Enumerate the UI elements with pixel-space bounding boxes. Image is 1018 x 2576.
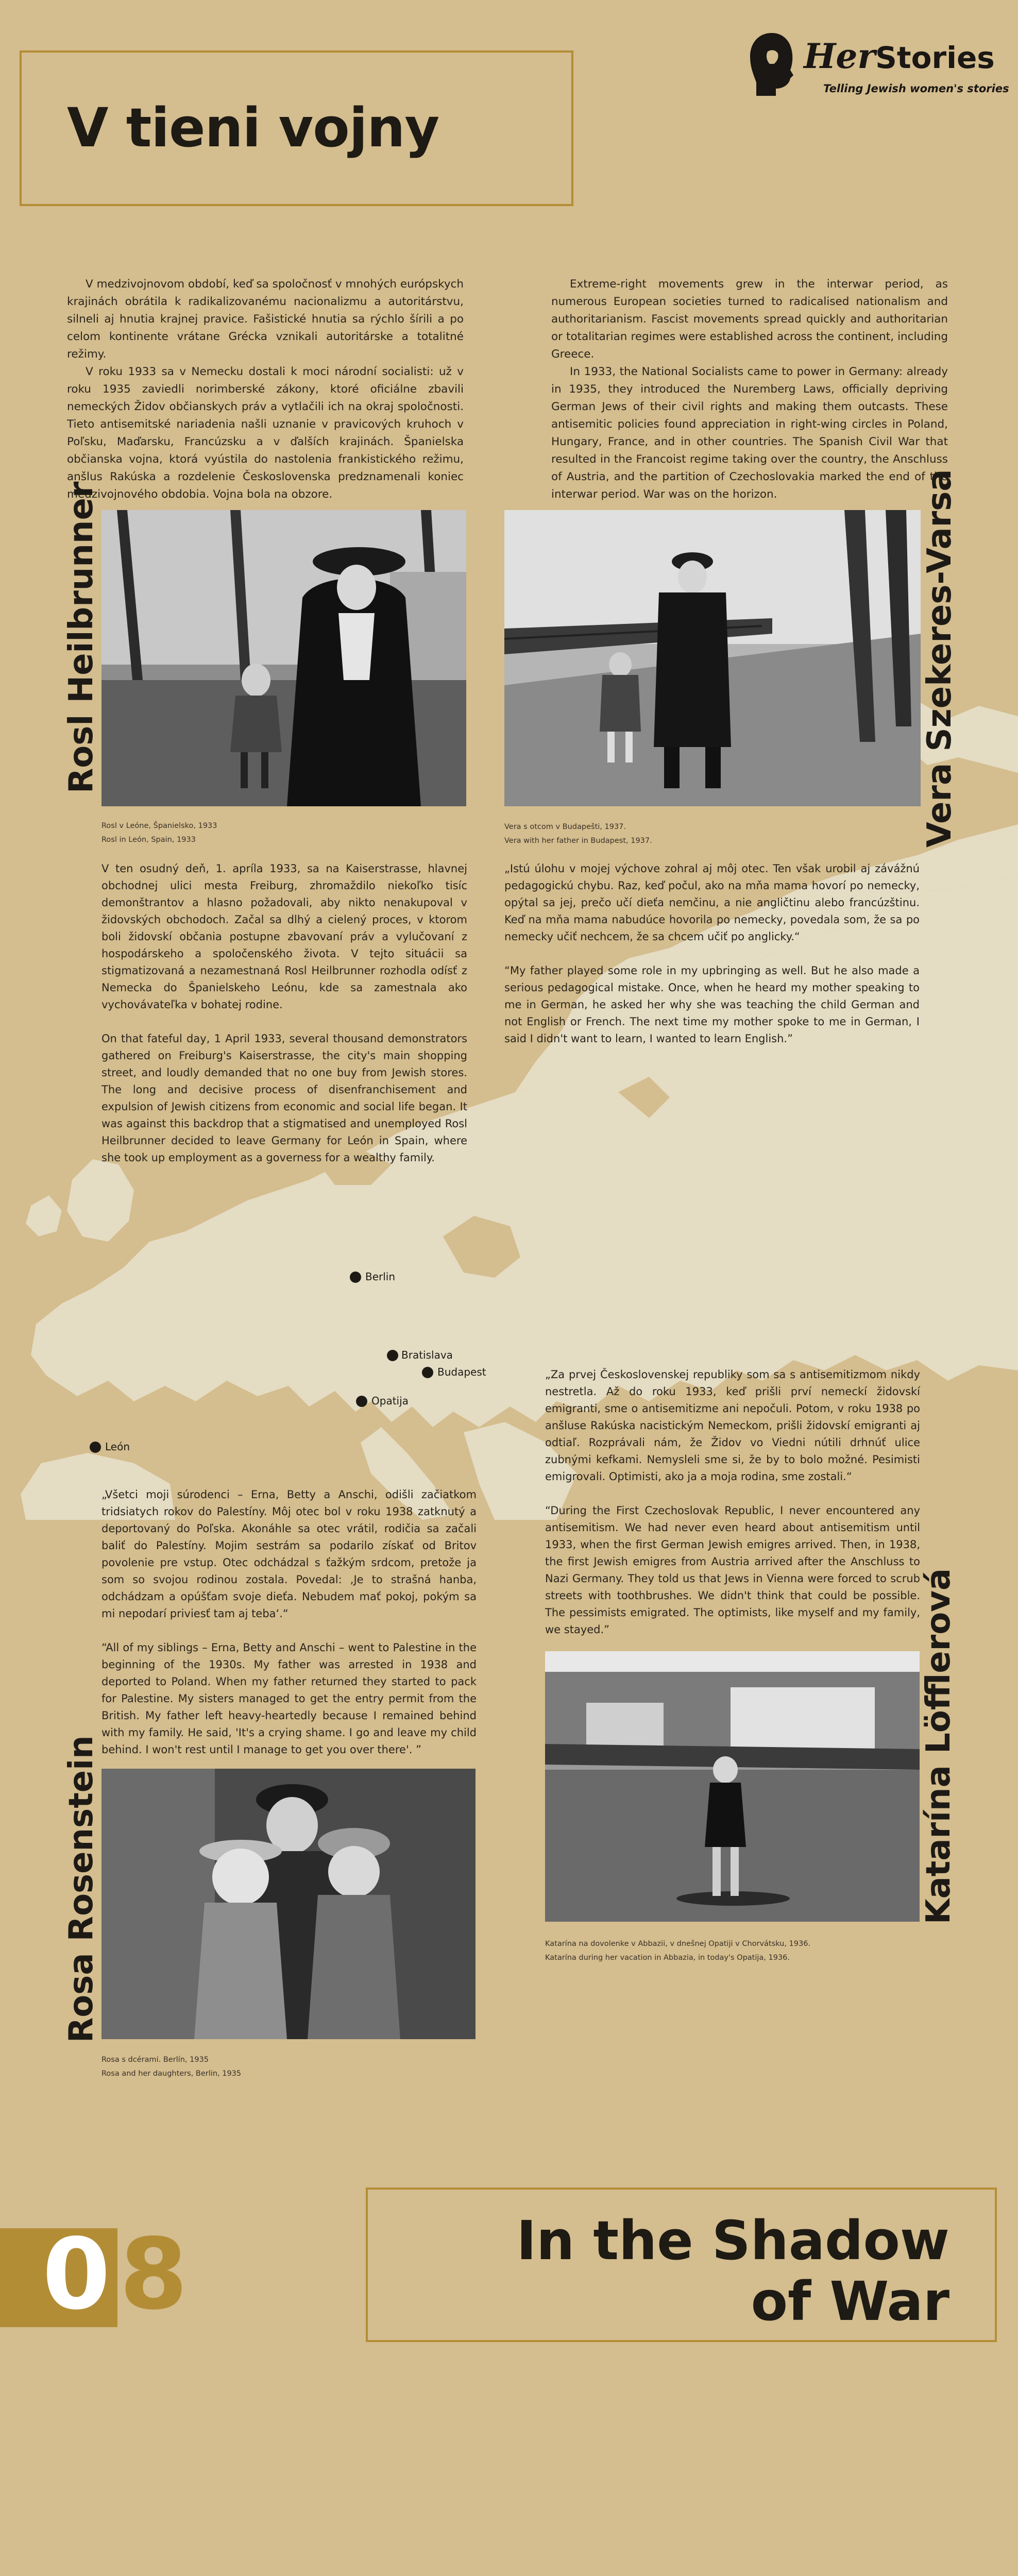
panel-number-second: 8 (120, 2217, 188, 2331)
story-rosl-en: On that fateful day, 1 April 1933, several thousand demonstrators gathered on Freiburg's Kaiserstrasse, the city's main shopping street, and loudly demanded that no one buy from Jewish stores. The long and decisive process of disenfranchisement and expulsion of Jewish citizens from economic and social life began. It was against this backdrop that a stigmatised and unemployed Rosl Heilbrunner decided to leave Germany for León in Spain, where she took up employment as a governess for a wealthy family. (101, 1032, 467, 1164)
caption-katarina (545, 1937, 916, 1965)
caption-vera-en: Vera with her father in Budapest, 1937. (504, 837, 652, 845)
story-katarina (545, 1366, 920, 1638)
intro-en-paragraph: In 1933, the National Socialists came to power in Germany: already in 1935, they introduced the Nuremberg Laws, officially depriving German Jews of their civil rights and making them outcasts. These antisemitic policies found appreciation in right-wing circles in Poland, Hungary, France, and in other countries. The Spanish Civil War that resulted in the Francoist regime taking over the country, the Anschluss of Austria, and the partition of Czechoslovakia marked the end of the interwar period. War was on the horizon. (551, 365, 948, 501)
caption-katarina-en: Katarína during her vacation in Abbazia, in today's Opatija, 1936. (545, 1954, 790, 1962)
story-rosa-sk: „Všetci moji súrodenci – Erna, Betty a Anschi, odišli začiatkom tridsiatych rokov do Palestíny. Môj otec bol v roku 1938 zatknutý a deportovaný do Poľska. Akonáhle sa otec vrátil, rodičia sa začali baliť do Palestíny. Mojim sestrám sa podarilo získať od Britov povolenie pre vstup. Otec odchádzal s ťažkým srdcom, pretože ja som so svojou rodinou zostala. Povedal: ,Je to strašná hanba, odchádzam a opúšťam svoje dieťa. Nebudem mať pokoj, pokým sa mi nepodarí priviesť tam aj teba‘.“ (101, 1488, 477, 1620)
city-dot-opatija (356, 1396, 367, 1407)
story-katarina-sk: „Za prvej Československej republiky som sa s antisemitizmom nikdy nestretla. Až do roku 1933, keď prišli prví nemeckí židovskí emigranti, sme o antisemitizme ani nepočuli. Potom, v roku 1938 po anšluse Rakúska nacistickým Nemeckom, prišli židovskí emigranti aj odtiaľ. Rozprávali nám, že Židov vo Viedni nútili drhnúť ulice zubnými kefkami. Nemysleli sme si, že by to bolo možné. Pesimisti emigrovali. Optimisti, ako ja a moja rodina, sme zostali.“ (545, 1368, 920, 1483)
intro-sk-paragraph: V medzivojnovom období, keď sa spoločnosť v mnohých európskych krajinách obrátila k radikalizovanému nacionalizmu a autoritárstvu, silneli aj hnutia krajnej pravice. Fašistické hnutia sa rýchlo šírili a po celom kontinente vrátane Grécka vznikali autoritárske a totalitné režimy. (67, 278, 464, 361)
name-katarina-lofflerova: Katarína Löfflerová (920, 1568, 958, 1924)
caption-rosl-sk: Rosl v Leóne, Španielsko, 1933 (101, 822, 217, 830)
herstories-logo (747, 31, 1009, 103)
story-rosl (101, 860, 467, 1166)
story-vera-sk: „Istú úlohu v mojej výchove zohral aj môj otec. Ten však urobil aj závážnú pedagogickú chybu. Raz, keď počul, ako na mňa mama hovorí po nemecky, opýtal sa jej, prečo učí dieťa nemčinu, a nie angličtinu alebo francúzštinu. Keď na mňa mama nabudúce hovorila po nemecky, povedala som, že sa po nemecky učiť nechcem, že sa chcem učiť po anglicky.“ (504, 862, 920, 943)
english-title-box (366, 2188, 997, 2342)
story-vera-en: “My father played some role in my upbringing as well. But he also made a serious pedagogical mistake. Once, when he heard my mother speaking to me in German, he asked her why she was teaching the child German and not English or French. The next time my mother spoke to me in German, I said I didn't want to learn, I wanted to learn English.” (504, 964, 920, 1045)
city-dot-bratislava (387, 1350, 398, 1361)
head-silhouette-icon (747, 31, 796, 98)
photo-katarina (545, 1651, 920, 1922)
logo-tagline: Telling Jewish women's stories (823, 82, 1009, 95)
caption-rosa-en: Rosa and her daughters, Berlin, 1935 (101, 2070, 242, 2078)
page-title: V tieni vojny (67, 96, 439, 159)
story-rosl-sk: V ten osudný deň, 1. apríla 1933, sa na Kaiserstrasse, hlavnej obchodnej ulici mesta Freiburg, zhromaždilo niekoľko tisíc demonštrantov a hlasno požadovali, aby nikto nenakupoval v židovských obchodoch. Začal sa dlhý a cielený proces, v ktorom boli židovskí občania postupne zbavovaní práv a vylučovaní z hospodárskeho a spoločenského života. V tejto situácii sa stigmatizovaná a nezamestnaná Rosl Heilbrunner rozhodla odísť z Nemecka do Španielskeho Leónu, kde sa zamestnala ako vychovávateľka v bohatej rodine. (101, 862, 467, 1011)
city-dot-leon (90, 1442, 101, 1453)
english-title-line-1: In the Shadow (516, 2209, 949, 2272)
city-label-opatija: Opatija (371, 1395, 409, 1407)
title-box (20, 50, 573, 206)
city-label-leon: León (105, 1440, 130, 1453)
intro-en-paragraph: Extreme-right movements grew in the interwar period, as numerous European societies turned to radicalised nationalism and authoritarianism. Fascist movements spread quickly and authoritarian or totalitarian regimes were established across the continent, including Greece. (551, 278, 948, 361)
story-rosa (101, 1486, 477, 1758)
caption-katarina-sk: Katarína na dovolenke v Abbazii, v dnešnej Opatiji v Chorvátsku, 1936. (545, 1940, 811, 1948)
logo-her: Her (804, 36, 876, 76)
story-vera (504, 860, 920, 1047)
photo-vera (504, 510, 921, 806)
story-katarina-en: “During the First Czechoslovak Republic, I never encountered any antisemitism. We had never even heard about antisemitism until 1933, when the first German Jewish emigres arrived. Then, in 1938, the first Jewish emigres from Austria arrived after the Anschluss to Nazi Germany. They told us that Jews in Vienna were forced to scrub streets with toothbrushes. We didn't think that could be possible. The pessimists emigrated. The optimists, like myself and my family, we stayed.” (545, 1504, 920, 1636)
name-vera-szekeres-varsa: Vera Szekeres-Varsa (921, 469, 959, 848)
english-title (516, 2210, 949, 2332)
photo-rosa (101, 1769, 476, 2039)
city-dot-budapest (422, 1367, 433, 1378)
caption-rosa-sk: Rosa s dcérami. Berlín, 1935 (101, 2056, 209, 2064)
story-rosa-en: “All of my siblings – Erna, Betty and Anschi – went to Palestine in the beginning of the 1930s. My father was arrested in 1938 and deported to Poland. When my father returned they started to pack for Palestine. My sisters managed to get the entry permit from the British. My father left heavy-heartedly because I remained behind with my family. He said, 'It's a crying shame. I go and leave my child behind. I won't rest until I manage to get you over there'. ” (101, 1641, 477, 1756)
city-dot-berlin (350, 1272, 361, 1283)
photo-rosl (101, 510, 466, 806)
caption-vera (504, 820, 865, 848)
caption-rosa (101, 2053, 462, 2081)
name-rosl-heilbrunner: Rosl Heilbrunner (62, 481, 100, 793)
city-label-bratislava: Bratislava (401, 1349, 453, 1361)
caption-vera-sk: Vera s otcom v Budapešti, 1937. (504, 823, 626, 831)
panel-number-first: 0 (42, 2217, 111, 2331)
intro-sk (67, 276, 464, 503)
city-label-berlin: Berlin (365, 1270, 396, 1283)
name-rosa-rosenstein: Rosa Rosenstein (62, 1735, 100, 2043)
logo-stories: Stories (875, 40, 995, 75)
city-label-budapest: Budapest (437, 1366, 486, 1378)
caption-rosl (101, 819, 462, 847)
intro-en (551, 276, 948, 503)
intro-sk-paragraph: V roku 1933 sa v Nemecku dostali k moci národní socialisti: už v roku 1935 zaviedli norimberské zákony, ktoré oficiálne zbavili nemeckých Židov občianskych práv a vytlačili ich na okraj spoločnosti. Tieto antisemitské nariadenia našli uznanie v pravicových kruhoch v Poľsku, Maďarsku, Francúzsku a v ďalších krajinách. Španielska občianska vojna, ktorá vyústila do nastolenia frankistického režimu, anšlus Rakúska a rozdelenie Československa predznamenali koniec medzivojnového obdobia. Vojna bola na obzore. (67, 365, 464, 501)
english-title-line-2: of War (751, 2270, 949, 2333)
caption-rosl-en: Rosl in León, Spain, 1933 (101, 836, 196, 844)
